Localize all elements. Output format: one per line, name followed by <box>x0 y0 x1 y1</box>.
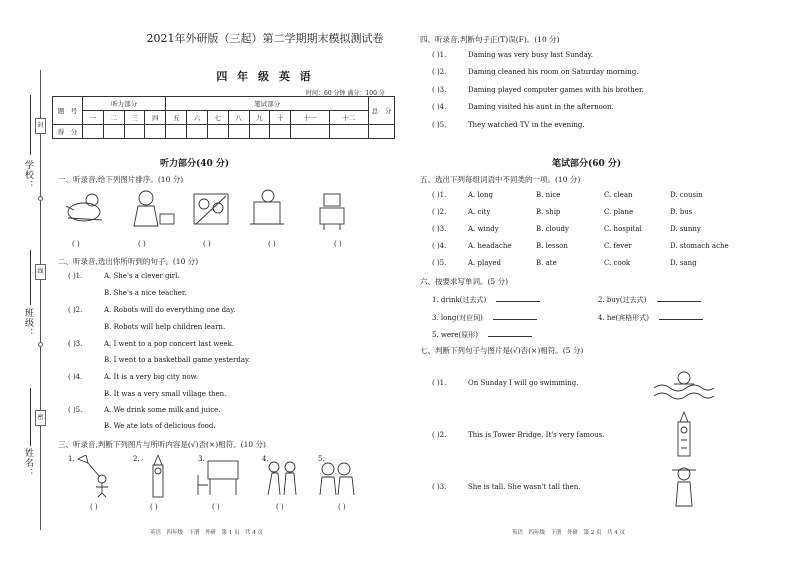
q5-1-d: D. cousin <box>670 191 703 199</box>
picture-chair-desk <box>198 461 238 495</box>
listening-part-header: 听力部分 <box>83 97 166 111</box>
q6-answer-blank-2[interactable] <box>657 294 701 302</box>
q4-heading: 四、听录音,判断句子正(T)误(F)。(10 分) <box>420 35 560 44</box>
name-label: 姓名： <box>23 448 33 478</box>
q5-3-c: C. hospital <box>604 225 642 233</box>
question-number: 九 <box>249 111 270 125</box>
total-header: 总 分 <box>369 97 395 125</box>
q1-heading: 一、听录音,给下列图片排序。(10 分) <box>58 175 184 184</box>
q5-4-b: B. lesson <box>536 242 568 250</box>
q6-heading: 六、按要求写单词。(5 分) <box>420 277 509 286</box>
q2-5-paren[interactable]: ( )5. <box>68 406 83 414</box>
score-cell[interactable] <box>228 125 249 139</box>
q7-pictures <box>652 362 716 512</box>
question-number: 十一 <box>291 111 330 125</box>
question-number: 三 <box>124 111 145 125</box>
binding-dot <box>38 342 43 347</box>
line-mark: 线 <box>35 264 46 280</box>
q5-5-paren[interactable]: ( )5. <box>432 259 447 267</box>
q5-2-b: B. ship <box>536 208 561 216</box>
q5-3-d: D. sunny <box>670 225 701 233</box>
q3-number-4: 4. <box>262 455 269 463</box>
q6-prompt-4: 4. he(宾格形式) <box>598 314 650 322</box>
q3-answer-3[interactable]: ( ) <box>212 503 220 511</box>
q5-1-a: A. long <box>468 191 493 199</box>
q6-answer-blank-3[interactable] <box>493 312 537 320</box>
picture-kite-boy <box>78 455 108 497</box>
q6-prompt-5: 5. were(原形) <box>432 331 478 339</box>
picture-tall-woman <box>672 468 696 506</box>
q2-1-paren[interactable]: ( )1. <box>68 272 83 280</box>
q2-5-option-b: B. We ate lots of delicious food. <box>104 422 216 430</box>
question-number: 八 <box>228 111 249 125</box>
q6-item-5 <box>432 329 532 340</box>
question-number: 一 <box>83 111 104 125</box>
q3-number-1: 1. <box>68 455 75 463</box>
q4-3-text: Daming played computer games with his brother. <box>468 86 644 94</box>
writing-heading: 笔试部分(60 分) <box>552 159 622 169</box>
score-cell[interactable] <box>187 125 208 139</box>
score-cell[interactable] <box>249 125 270 139</box>
q3-number-2: 2. <box>133 455 140 463</box>
score-cell[interactable] <box>124 125 145 139</box>
question-number: 二 <box>103 111 124 125</box>
secret-mark: 密 <box>35 410 46 426</box>
question-number: 四 <box>145 111 166 125</box>
q1-pictures <box>62 188 362 232</box>
q2-1-option-a: A. She's a clever girl. <box>104 272 180 280</box>
q2-3-paren[interactable]: ( )3. <box>68 340 83 348</box>
q5-4-a: A. headache <box>468 242 512 250</box>
q4-4-text: Daming visited his aunt in the afternoon. <box>468 103 614 111</box>
q3-pictures <box>72 455 372 499</box>
q3-answer-2[interactable]: ( ) <box>150 503 158 511</box>
q5-heading: 五、选出下列每组词语中不同类的一项。(10 分) <box>420 175 581 184</box>
picture-tower <box>678 412 690 456</box>
q5-2-a: A. city <box>468 208 491 216</box>
q2-3-option-a: A. I went to a pop concert last week. <box>104 340 235 348</box>
total-score-cell[interactable] <box>369 125 395 139</box>
score-cell[interactable] <box>83 125 104 139</box>
picture-two-children <box>268 462 296 495</box>
class-field-line <box>30 250 31 305</box>
q4-1-paren[interactable]: ( )1. <box>432 51 447 59</box>
q5-3-paren[interactable]: ( )3. <box>432 225 447 233</box>
question-number: 五 <box>166 111 187 125</box>
binding-dot <box>38 196 43 201</box>
q4-5-paren[interactable]: ( )5. <box>432 121 447 129</box>
q4-3-paren[interactable]: ( )3. <box>432 86 447 94</box>
class-label: 班级： <box>23 308 33 338</box>
q7-2-paren[interactable]: ( )2. <box>432 431 447 439</box>
q6-prompt-2: 2. buy(过去式) <box>598 296 647 304</box>
question-number: 十 <box>270 111 291 125</box>
q5-5-d: D. sang <box>670 259 697 267</box>
q4-1-text: Daming was very busy last Sunday. <box>468 51 594 59</box>
q6-item-1 <box>432 294 540 305</box>
q1-answer-2[interactable]: ( ) <box>138 240 146 248</box>
q5-2-paren[interactable]: ( )2. <box>432 208 447 216</box>
q7-1-paren[interactable]: ( )1. <box>432 379 447 387</box>
picture-boy-lying <box>66 194 102 221</box>
q3-number-3: 3. <box>198 455 205 463</box>
q2-1-option-b: B. She's a nice teacher. <box>104 289 187 297</box>
footer-right: 英语 四年级 下册 外研 第 2 页 共 4 页 <box>512 530 625 536</box>
q5-2-c: C. plane <box>604 208 634 216</box>
q4-4-paren[interactable]: ( )4. <box>432 103 447 111</box>
q5-4-paren[interactable]: ( )4. <box>432 242 447 250</box>
binding-margin <box>0 0 52 562</box>
score-cell[interactable] <box>270 125 291 139</box>
q6-answer-blank-5[interactable] <box>488 329 532 337</box>
q2-3-option-b: B. I went to a basketball game yesterday. <box>104 356 251 364</box>
q5-4-c: C. fever <box>604 242 632 250</box>
listening-heading: 听力部分(40 分) <box>160 159 230 169</box>
question-number: 十二 <box>329 111 368 125</box>
score-cell[interactable] <box>166 125 187 139</box>
q3-answer-5[interactable]: ( ) <box>338 503 346 511</box>
q1-answer-4[interactable]: ( ) <box>268 240 276 248</box>
exam-subtitle: 四 年 级 英 语 <box>216 70 314 83</box>
q6-item-2 <box>598 294 701 305</box>
row-label-number: 题 号 <box>53 97 83 125</box>
footer-left: 英语 四年级 下册 外研 第 1 页 共 4 页 <box>150 530 263 536</box>
q6-answer-blank-1[interactable] <box>496 294 540 302</box>
picture-swimming <box>654 372 714 399</box>
q5-4-d: D. stomach ache <box>670 242 729 250</box>
q4-2-paren[interactable]: ( )2. <box>432 68 447 76</box>
q1-answer-1[interactable]: ( ) <box>72 240 80 248</box>
picture-girl-drawing <box>134 191 174 226</box>
q1-answer-5[interactable]: ( ) <box>334 240 342 248</box>
score-cell[interactable] <box>329 125 368 139</box>
q1-answer-3[interactable]: ( ) <box>203 240 211 248</box>
row-label-score: 得 分 <box>53 125 83 139</box>
q2-5-option-a: A. We drink some milk and juice. <box>104 406 221 414</box>
time-info: 时间：60 分钟 满分：100 分 <box>306 90 385 97</box>
q4-5-text: They watched TV in the evening. <box>468 121 585 129</box>
score-cell[interactable] <box>207 125 228 139</box>
q7-2-text: This is Tower Bridge. It's very famous. <box>468 431 605 439</box>
q6-answer-blank-4[interactable] <box>659 312 703 320</box>
q5-5-a: A. played <box>468 259 501 267</box>
q5-1-b: B. nice <box>536 191 561 199</box>
q2-2-paren[interactable]: ( )2. <box>68 306 83 314</box>
seal-mark: 封 <box>35 118 46 134</box>
name-field-line <box>30 388 31 446</box>
q2-4-option-a: A. It is a very big city now. <box>104 373 199 381</box>
q6-item-3 <box>432 312 537 323</box>
score-table <box>52 96 395 139</box>
score-cell[interactable] <box>103 125 124 139</box>
q3-answer-1[interactable]: ( ) <box>90 503 98 511</box>
q7-3-paren[interactable]: ( )3. <box>432 483 447 491</box>
school-field-line <box>30 95 31 155</box>
q6-prompt-1: 1. drink(过去式) <box>432 296 487 304</box>
q5-1-paren[interactable]: ( )1. <box>432 191 447 199</box>
exam-title: 2021年外研版（三起）第二学期期末模拟测试卷 <box>146 32 384 45</box>
q4-2-text: Daming cleaned his room on Saturday morning. <box>468 68 639 76</box>
q3-number-5: 5. <box>318 455 325 463</box>
q5-5-c: C. cook <box>604 259 631 267</box>
q6-item-4 <box>598 312 703 323</box>
q2-4-option-b: B. It was a very small village then. <box>104 390 227 398</box>
school-label: 学校： <box>23 160 33 190</box>
q3-heading: 三、听录音,判断下列图片与所听内容是(√)否(×)相符。(10 分) <box>58 440 266 449</box>
binding-line <box>40 70 41 530</box>
picture-big-ben <box>153 455 163 497</box>
score-cell[interactable] <box>145 125 166 139</box>
question-number: 七 <box>207 111 228 125</box>
picture-kids-play <box>194 194 228 224</box>
score-cell[interactable] <box>291 125 330 139</box>
q7-1-text: On Sunday I will go swimming. <box>468 379 579 387</box>
q5-2-d: D. bus <box>670 208 693 216</box>
writing-part-header: 笔试部分 <box>166 97 369 111</box>
q6-prompt-3: 3. long(对应词) <box>432 314 483 322</box>
q7-heading: 七、判断下列句子与图片是(√)否(×)相符。(5 分) <box>420 346 584 355</box>
q2-heading: 二、听录音,选出你所听到的句子。(10 分) <box>58 257 199 266</box>
q2-2-option-a: A. Robots will do everything one day. <box>104 306 236 314</box>
q5-3-b: B. cloudy <box>536 225 569 233</box>
q7-3-text: She is tall. She wasn't tall then. <box>468 483 581 491</box>
picture-family <box>320 463 354 495</box>
q2-4-paren[interactable]: ( )4. <box>68 373 83 381</box>
q5-3-a: A. windy <box>468 225 499 233</box>
q2-2-option-b: B. Robots will help children learn. <box>104 323 226 331</box>
q5-1-c: C. clean <box>604 191 633 199</box>
question-number: 六 <box>187 111 208 125</box>
q5-5-b: B. ate <box>536 259 557 267</box>
q3-answer-4[interactable]: ( ) <box>276 503 284 511</box>
picture-desk-work <box>250 190 284 224</box>
picture-robot <box>320 194 344 230</box>
